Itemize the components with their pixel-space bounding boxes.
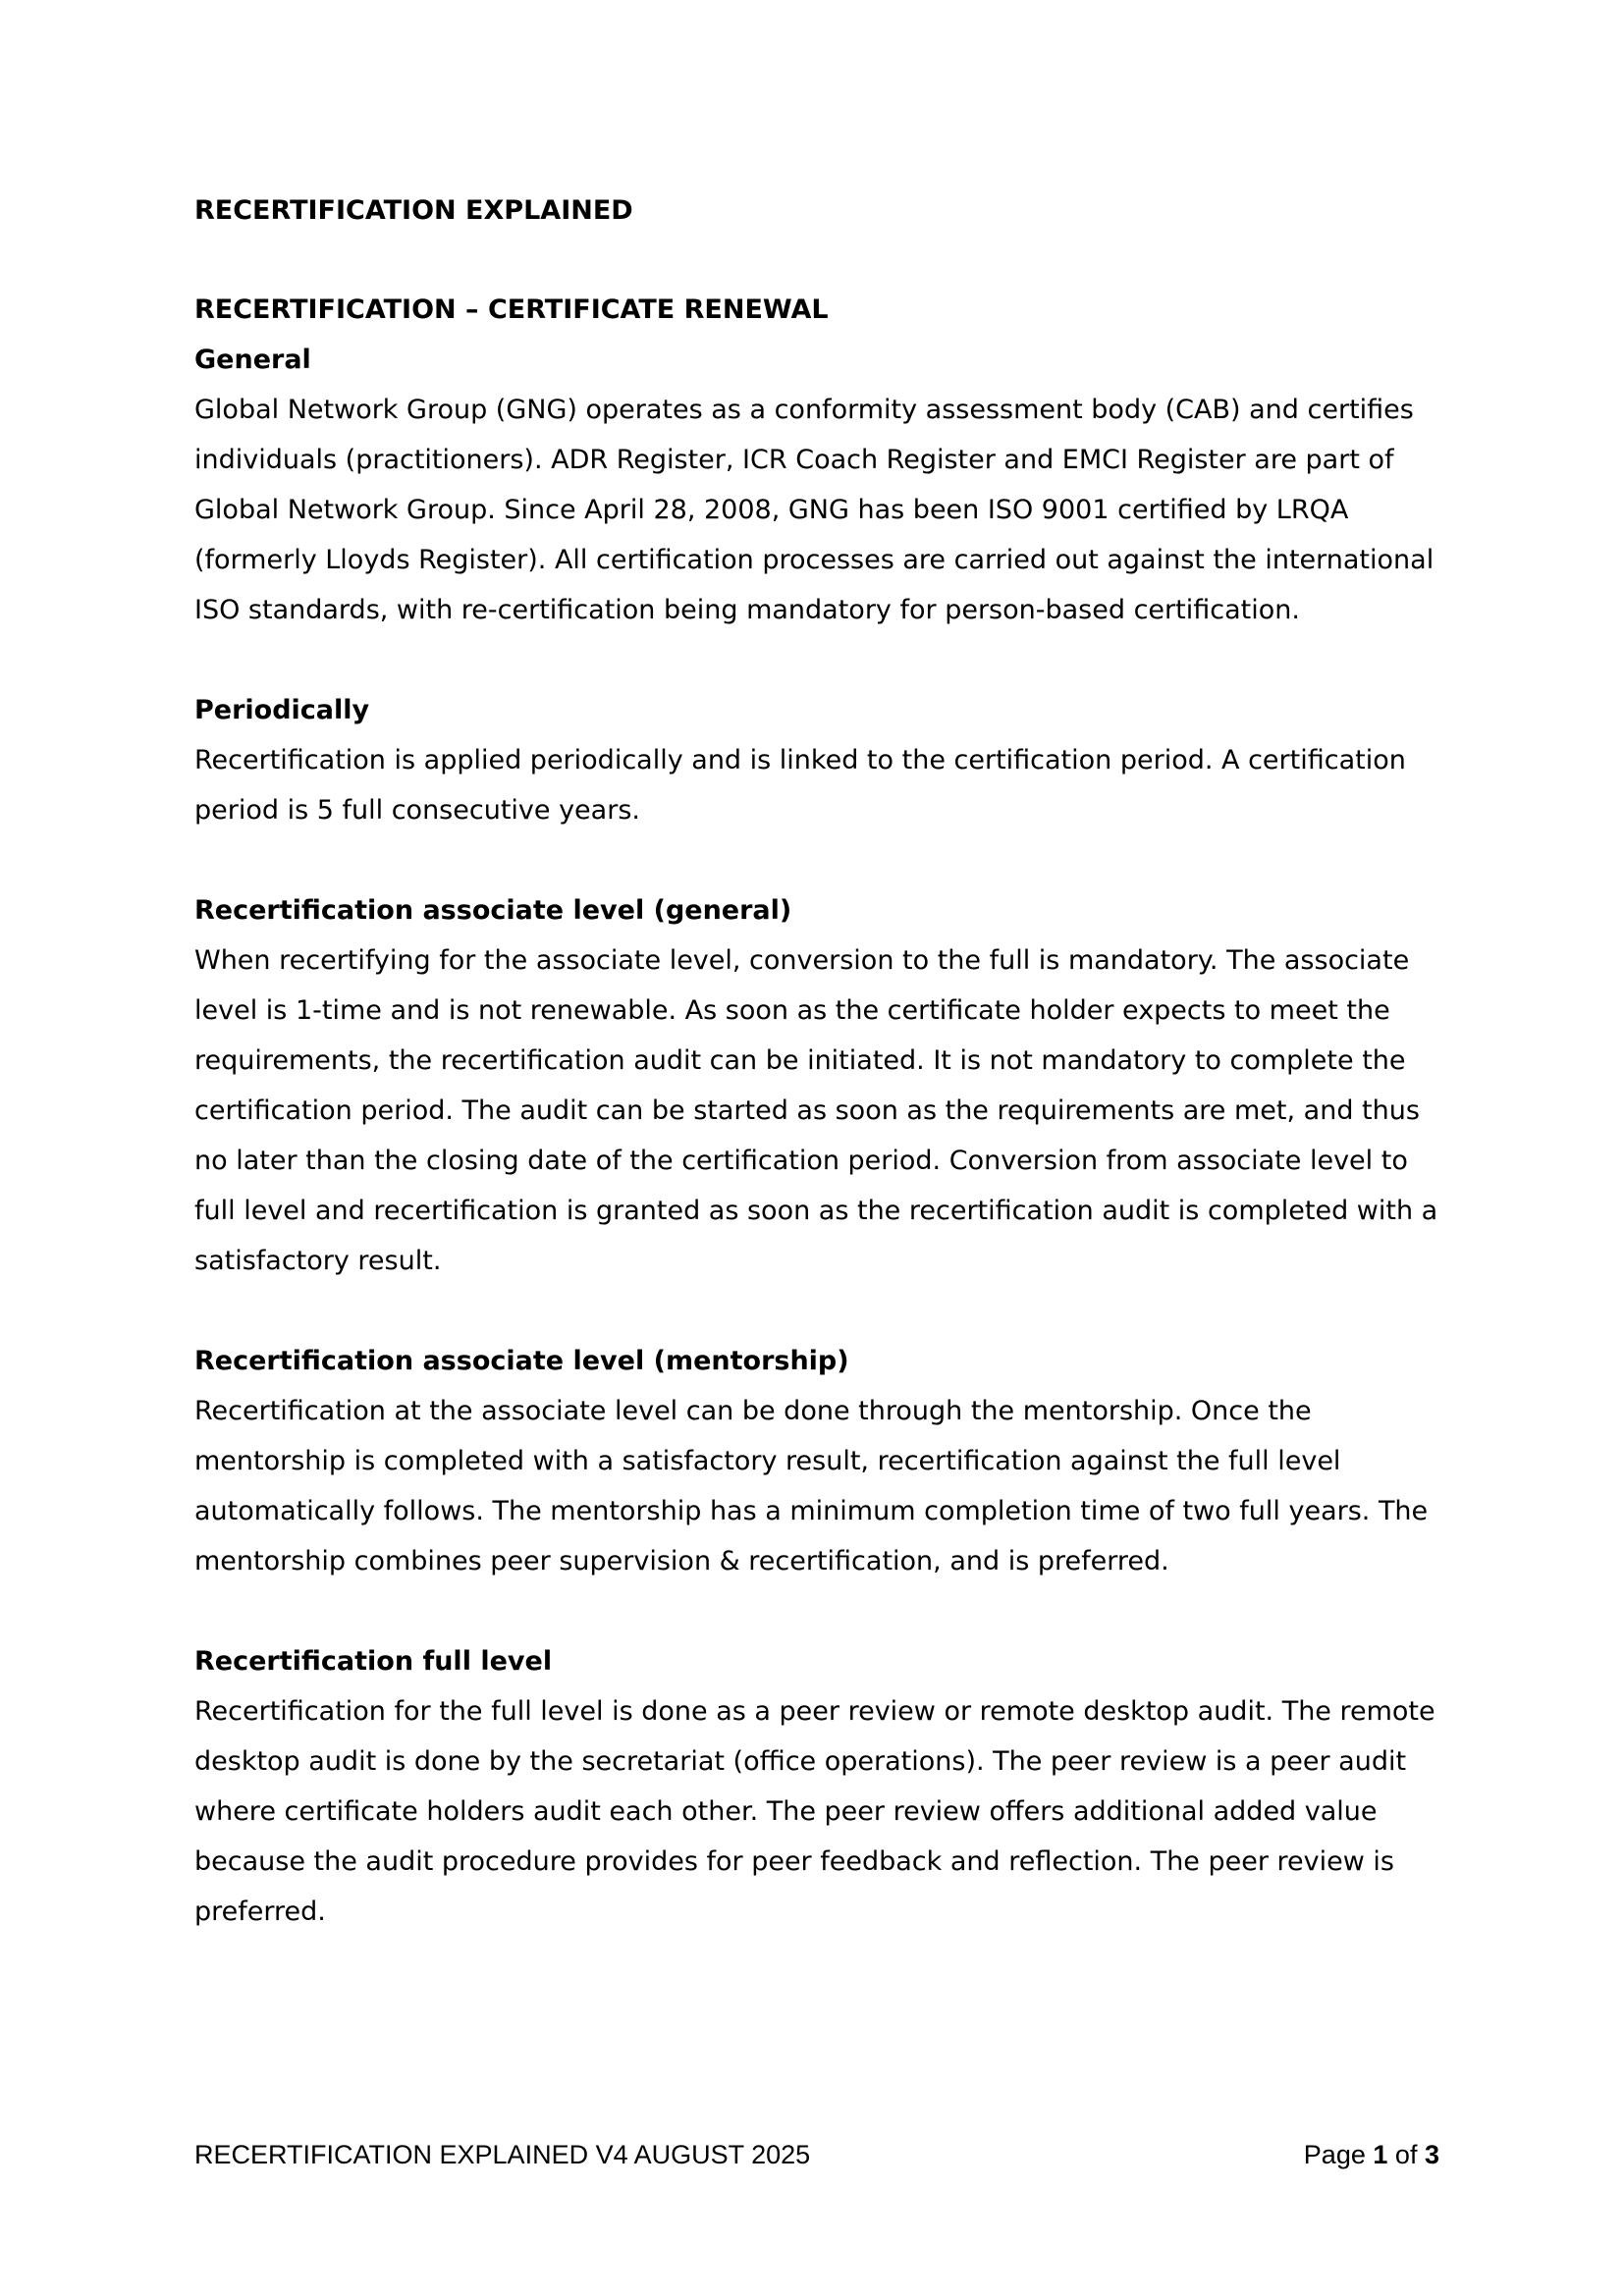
total-pages: 3	[1424, 2140, 1439, 2169]
of-label: of	[1394, 2140, 1418, 2169]
section-body: Recertification is applied periodically and is linked to the certification period. A certification period is 5 full consecutive years.	[194, 745, 1406, 826]
current-page: 1	[1373, 2140, 1388, 2169]
section-heading: Recertification associate level (mentorship)	[194, 1346, 849, 1376]
document-content	[194, 192, 1451, 1937]
document-title: RECERTIFICATION EXPLAINED	[194, 195, 633, 226]
document-subtitle: RECERTIFICATION – CERTIFICATE RENEWAL	[194, 294, 829, 325]
section-body: Global Network Group (GNG) operates as a conformity assessment body (CAB) and certifies individuals (practitioners). ADR Register, ICR Coach Register and EMCI Register are part of Global Network Group. Since April 28, 2008, GNG has been ISO 9001 certified by LRQA (formerly Lloyds Register). All certification processes are carried out against the international ISO standards, with re-certification being mandatory for person-based certification.	[194, 395, 1435, 625]
page-label: Page	[1303, 2140, 1366, 2169]
section-general	[194, 335, 1451, 635]
section-heading: Periodically	[194, 695, 370, 725]
section-body: When recertifying for the associate level, conversion to the full is mandatory. The associate level is 1-time and is not renewable. As soon as the certificate holder expects to meet the requirements, the recertification audit can be initiated. It is not mandatory to complete the certification period. The audit can be started as soon as the requirements are met, and thus no later than the closing date of the certification period. Conversion from associate level to full level and recertification is granted as soon as the recertification audit is completed with a satisfactory result.	[194, 945, 1438, 1276]
section-heading: Recertification associate level (general)	[194, 895, 792, 926]
section-associate-mentorship	[194, 1336, 1451, 1586]
page-number	[1304, 2137, 1439, 2172]
section-periodically	[194, 685, 1451, 835]
section-body: Recertification at the associate level can be done through the mentorship. Once the mentorship is completed with a satisfactory result, recertification against the full level automatically follows. The mentorship has a minimum completion time of two full years. The mentorship combines peer supervision & recertification, and is preferred.	[194, 1396, 1429, 1576]
section-associate-general	[194, 885, 1451, 1286]
section-heading: General	[194, 345, 311, 375]
section-body: Recertification for the full level is done as a peer review or remote desktop audit. The remote desktop audit is done by the secretariat (office operations). The peer review is a peer audit where certificate holders audit each other. The peer review offers additional added value because the audit procedure provides for peer feedback and reflection. The peer review is preferred.	[194, 1696, 1435, 1927]
section-full-level	[194, 1636, 1451, 1937]
footer-document-version: RECERTIFICATION EXPLAINED V4 AUGUST 2025	[194, 2140, 811, 2169]
section-heading: Recertification full level	[194, 1646, 553, 1677]
